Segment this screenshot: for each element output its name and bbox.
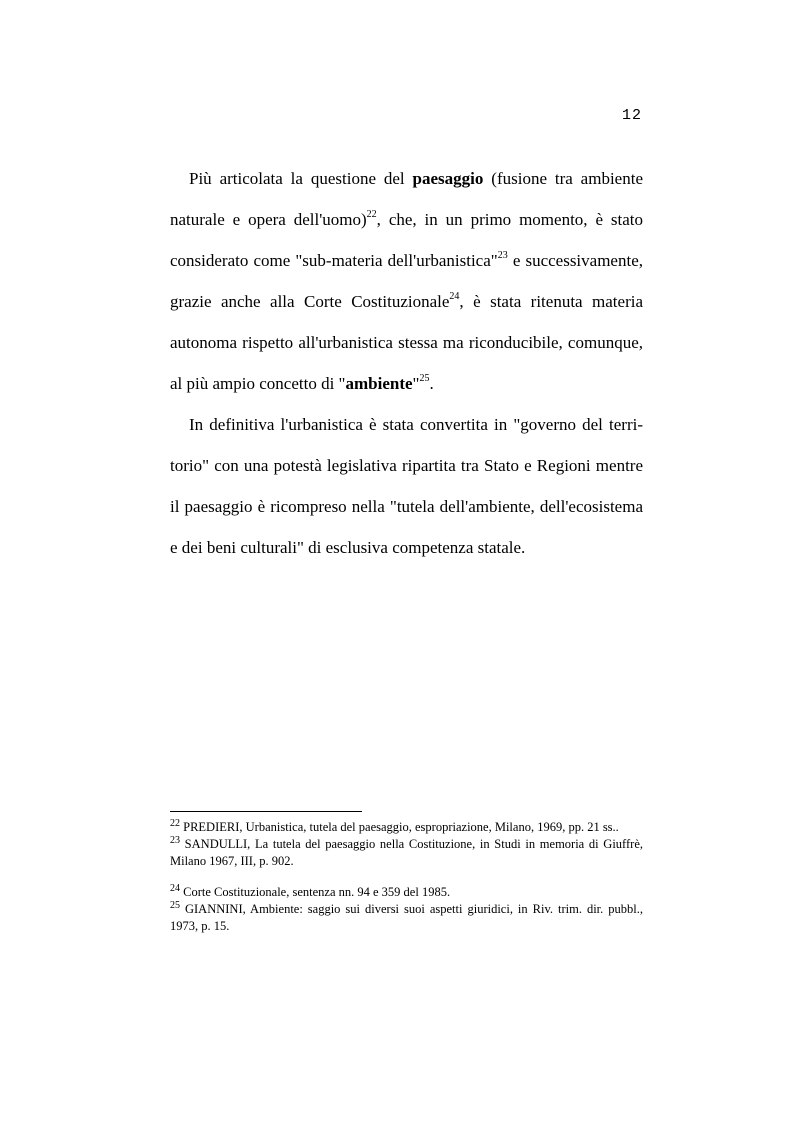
bold-term-paesaggio: paesaggio [412, 169, 484, 188]
text-span: e successivamente, grazie anche alla Corte Costituzionale [170, 251, 643, 311]
text-span: " [412, 374, 420, 393]
footnote-text: SANDULLI, La tutela del paesaggio nella Costituzione, in Studi in memoria di Giuffrè, Milano 1967, III, p. 902. [170, 837, 643, 868]
footnote-divider [170, 811, 362, 812]
footnote-text: Corte Costituzionale, sentenza nn. 94 e 359 del 1985. [180, 885, 451, 899]
footnote-text: PREDIERI, Urbanistica, tutela del paesaggio, espropriazione, Milano, 1969, pp. 21 ss.. [180, 820, 619, 834]
text-span: (fusione tra ambiente naturale e opera dell'uomo) [170, 169, 643, 229]
footnote-22 [170, 819, 643, 836]
paragraph-1 [170, 158, 643, 404]
footnote-24 [170, 884, 643, 901]
footnote-number: 23 [170, 834, 180, 846]
text-span: , che, in un primo momento, è stato considerato come "sub-materia dell'urbanistica" [170, 210, 643, 270]
footnote-25 [170, 901, 643, 935]
footnote-number: 25 [170, 899, 180, 911]
footnote-text: GIANNINI, Ambiente: saggio sui diversi suoi aspetti giuridici, in Riv. trim. dir. pubbl., 1973, p. 15. [170, 902, 643, 933]
text-span: . [429, 374, 434, 393]
footnote-ref-23: 23 [497, 250, 508, 262]
footnote-23 [170, 836, 643, 870]
text-span: Più articolata la questione del [189, 169, 413, 188]
footnotes [170, 819, 643, 935]
bold-term-ambiente: ambiente [345, 374, 413, 393]
paragraph-2: In definitiva l'urbanistica è stata convertita in "governo del territorio" con una potestà legislativa ripartita tra Stato e Regioni mentre il paesaggio è ricompreso nella "tutela dell'ambiente, dell'ecosistema e dei beni culturali" di esclusiva competenza statale. [170, 415, 643, 557]
body-text [170, 158, 643, 568]
footnote-number: 22 [170, 817, 180, 829]
footnote-ref-24: 24 [449, 291, 460, 303]
text-span: , è stata ritenuta materia autonoma rispetto all'urbanistica stessa ma riconducibile, comunque, al più ampio concetto di " [170, 292, 644, 393]
footnote-ref-25: 25 [419, 373, 430, 385]
footnote-number: 24 [170, 882, 180, 894]
footnote-ref-22: 22 [366, 209, 377, 221]
page-number: 12 [621, 107, 642, 124]
